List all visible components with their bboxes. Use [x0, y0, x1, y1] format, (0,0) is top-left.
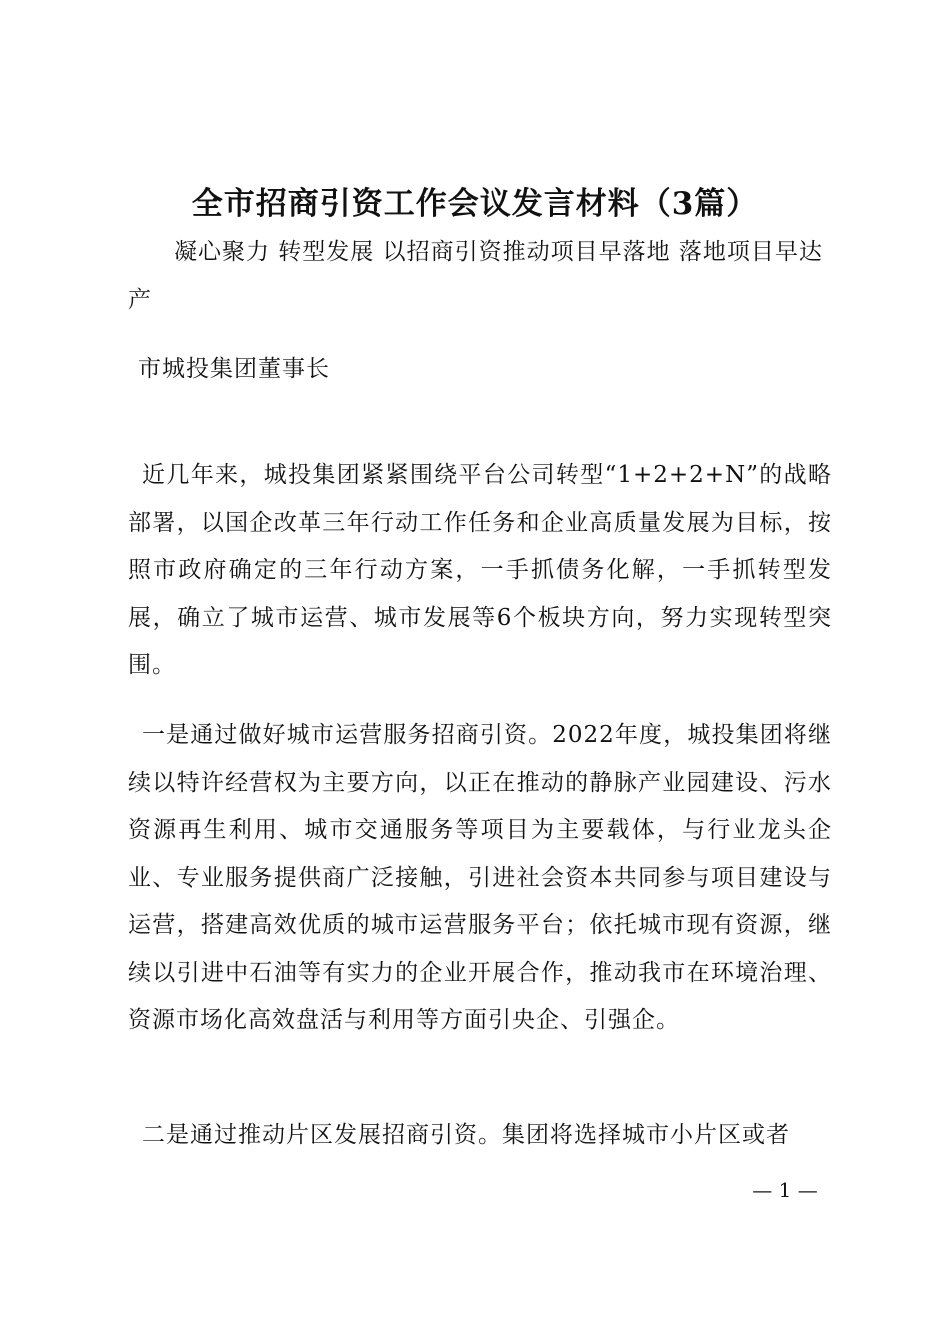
document-subtitle: 凝心聚力 转型发展 以招商引资推动项目早落地 落地项目早达产	[128, 239, 823, 313]
author-line: 市城投集团董事长	[138, 356, 330, 382]
document-title: 全市招商引资工作会议发言材料（3篇）	[191, 186, 759, 222]
body-paragraph-1: 近几年来，城投集团紧紧围绕平台公司转型“1+2+2+N”的战略部署，以国企改革三年行动工作任务和企业高质量发展为目标，按照市政府确定的三年行动方案，一手抓债务化解，一手抓转型发展，确立了城市运营、城市发展等6个板块方向，努力实现转型突围。	[128, 462, 832, 678]
page-number: — 1 —	[752, 1178, 818, 1202]
body-paragraph-3: 二是通过推动片区发展招商引资。集团将选择城市小片区或者	[142, 1122, 790, 1148]
body-paragraph-2: 一是通过做好城市运营服务招商引资。2022年度，城投集团将继续以特许经营权为主要方向，以正在推动的静脉产业园建设、污水资源再生利用、城市交通服务等项目为主要载体，与行业龙头企业、专业服务提供商广泛接触，引进社会资本共同参与项目建设与运营，搭建高效优质的城市运营服务平台；依托城市现有资源，继续以引进中石油等有实力的企业开展合作，推动我市在环境治理、资源市场化高效盘活与利用等方面引央企、引强企。	[128, 722, 832, 1033]
